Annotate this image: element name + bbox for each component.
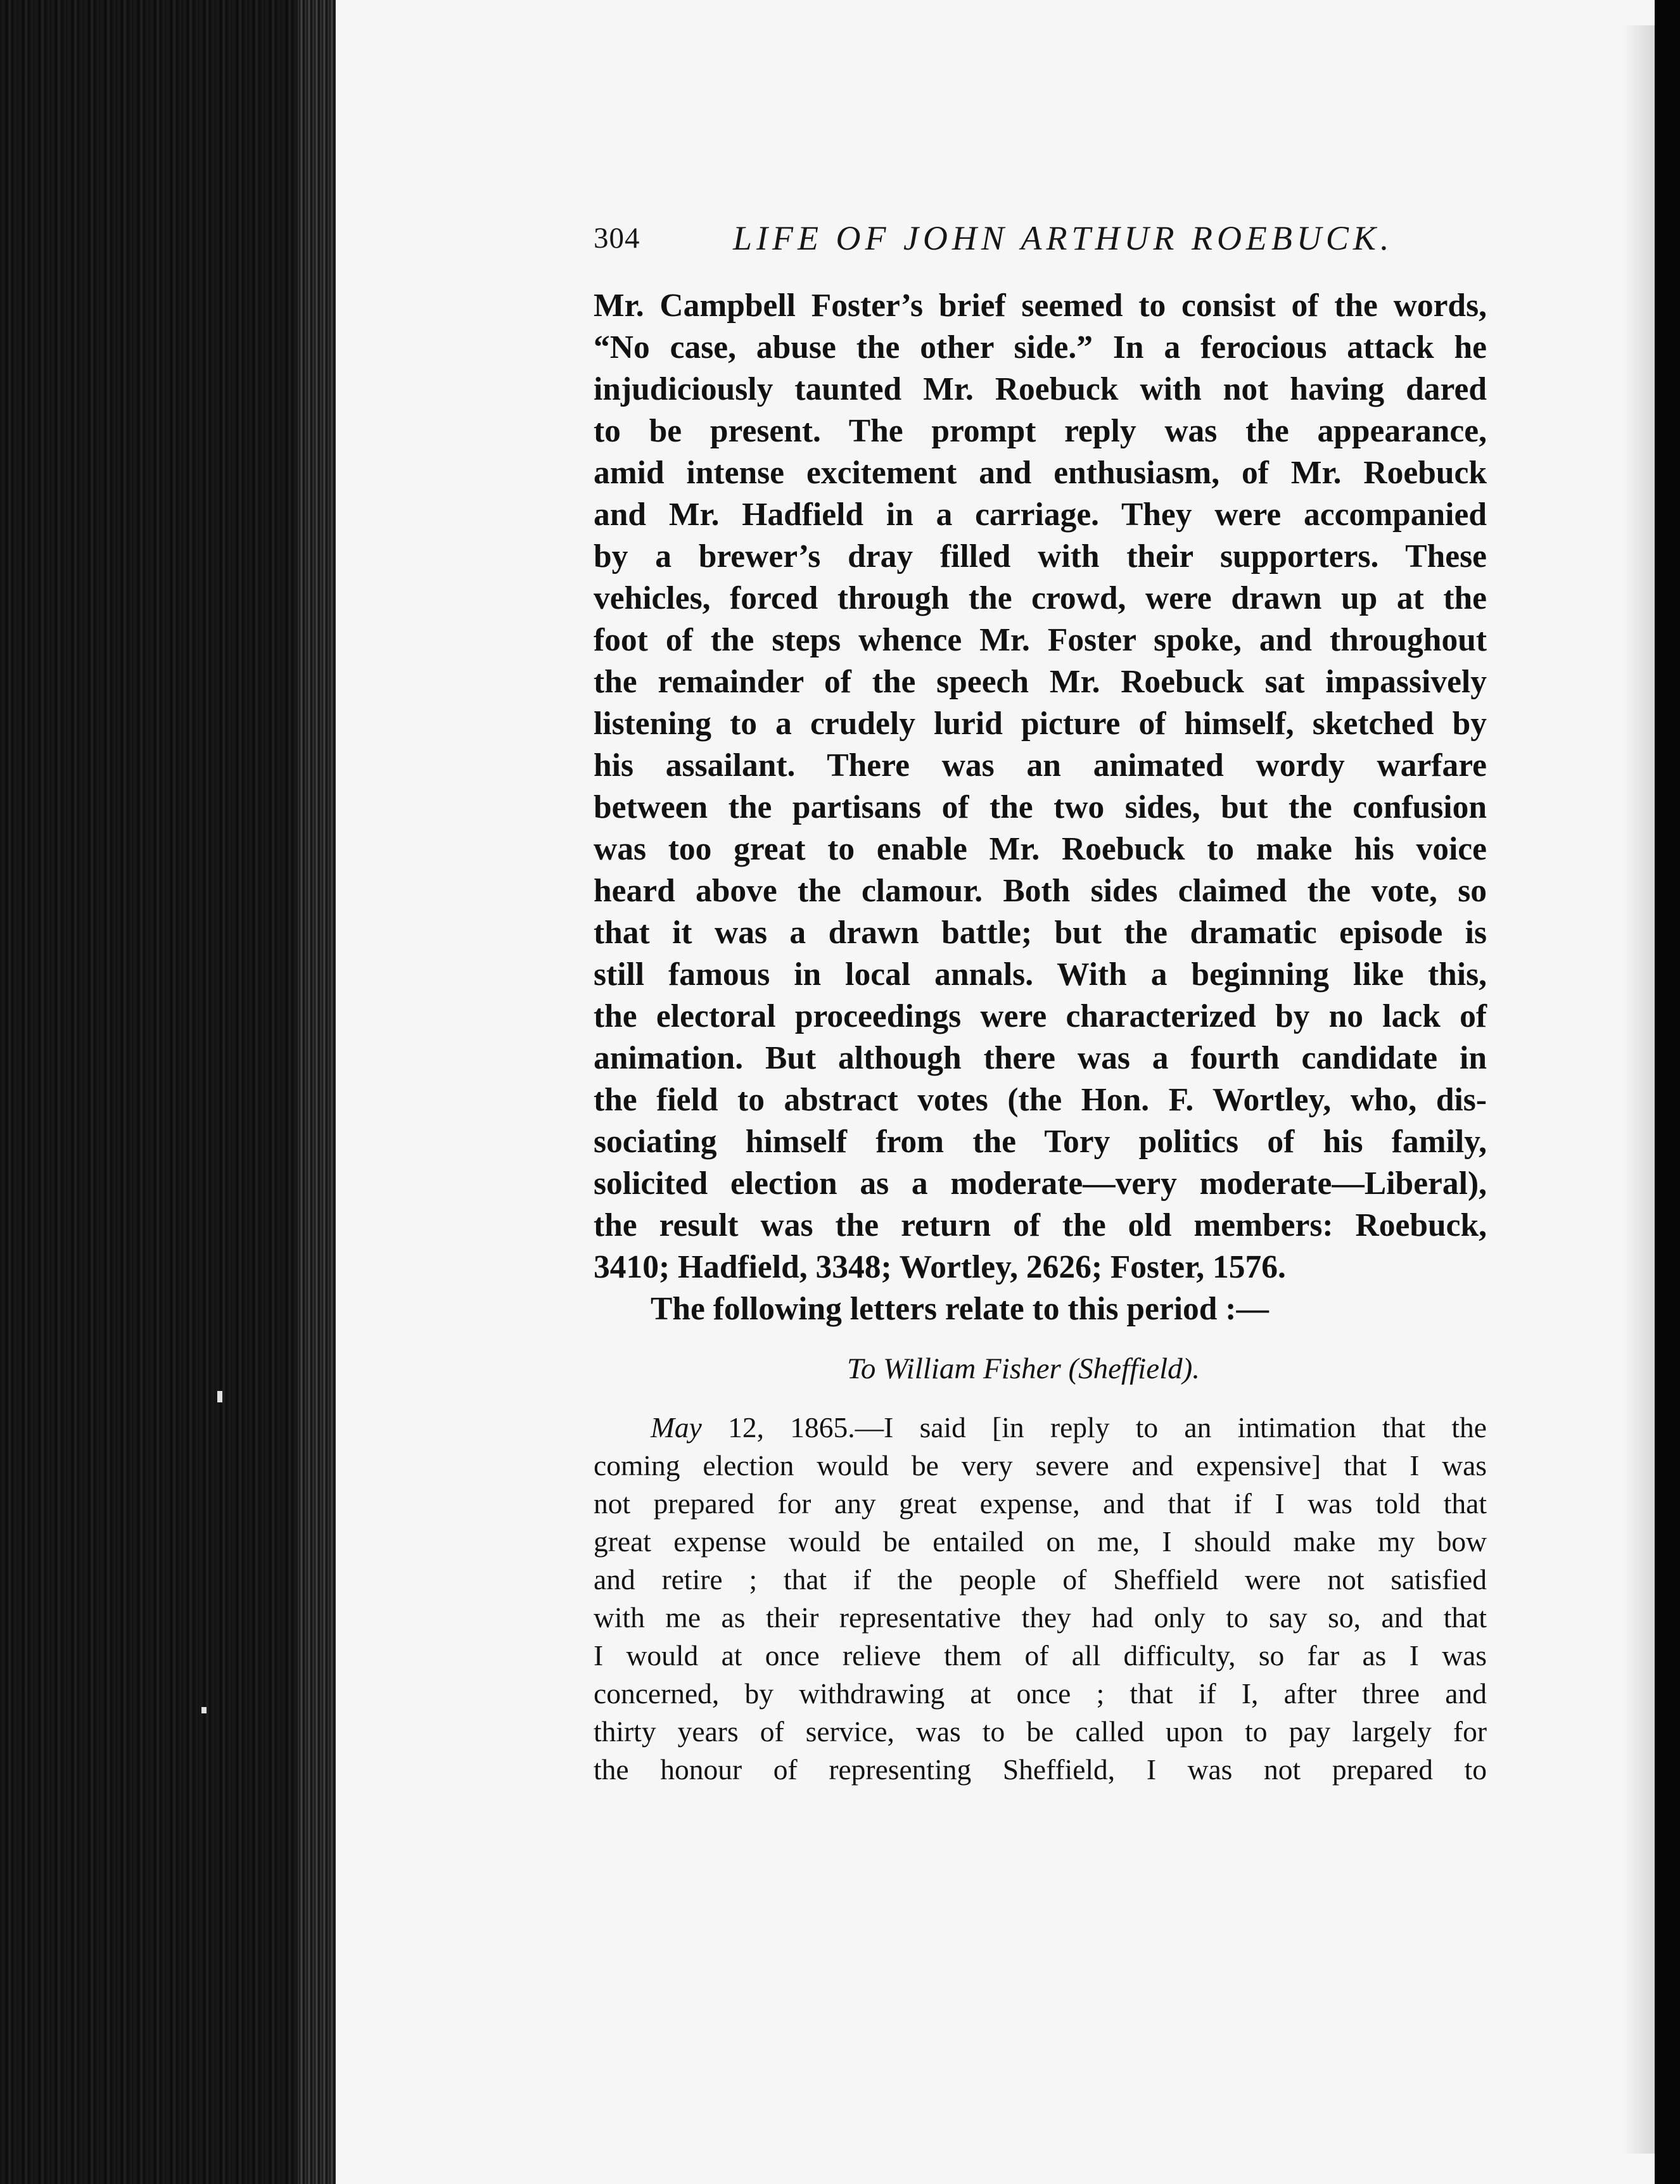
body-line: Mr. Campbell Foster’s brief seemed to consist of the words,	[594, 288, 1487, 324]
letter-line: coming election would be very severe and expensive] that I was	[594, 1449, 1487, 1482]
letter-first-line-rest: 12, 1865.—I said [in reply to an intimation that the	[701, 1411, 1487, 1444]
letter-date-month: May	[651, 1411, 702, 1444]
letter-line: I would at once relieve them of all difficulty, so far as I was	[594, 1639, 1487, 1672]
letter-salutation: To William Fisher (Sheffield).	[847, 1352, 1200, 1385]
body-line: between the partisans of the two sides, but the confusion	[594, 789, 1487, 825]
running-head	[594, 219, 1487, 263]
body-line: and Mr. Hadfield in a carriage. They were accompanied	[594, 497, 1487, 533]
body-line: sociating himself from the Tory politics of his family,	[594, 1124, 1487, 1160]
letter-line: with me as their representative they had only to say so, and that	[594, 1601, 1487, 1634]
body-line: the remainder of the speech Mr. Roebuck sat impassively	[594, 664, 1487, 700]
letter-first-line	[651, 1409, 1487, 1447]
right-border	[1655, 0, 1680, 2184]
body-line: foot of the steps whence Mr. Foster spoke, and throughout	[594, 622, 1487, 658]
body-line: heard above the clamour. Both sides claimed the vote, so	[594, 873, 1487, 909]
page-gutter-shadow	[1622, 25, 1655, 2154]
body-line: to be present. The prompt reply was the appearance,	[594, 413, 1487, 449]
page-edges	[298, 0, 336, 2184]
running-title: LIFE OF JOHN ARTHUR ROEBUCK.	[733, 219, 1394, 257]
margin-speck	[201, 1707, 207, 1713]
margin-speck	[217, 1391, 222, 1402]
body-line: vehicles, forced through the crowd, were drawn up at the	[594, 580, 1487, 616]
intro-line: The following letters relate to this period :—	[651, 1291, 1269, 1327]
letter-line: and retire ; that if the people of Sheffield were not satisfied	[594, 1563, 1487, 1596]
body-line: listening to a crudely lurid picture of himself, sketched by	[594, 706, 1487, 742]
body-line: that it was a drawn battle; but the dramatic episode is	[594, 915, 1487, 951]
letter-line: not prepared for any great expense, and that if I was told that	[594, 1487, 1487, 1520]
body-line: still famous in local annals. With a beginning like this,	[594, 956, 1487, 993]
body-line: the field to abstract votes (the Hon. F. Wortley, who, dis-	[594, 1082, 1487, 1118]
letter-line: great expense would be entailed on me, I should make my bow	[594, 1525, 1487, 1558]
body-line: the result was the return of the old members: Roebuck,	[594, 1207, 1487, 1243]
body-line: 3410; Hadfield, 3348; Wortley, 2626; Foster, 1576.	[594, 1249, 1286, 1285]
letter-line: thirty years of service, was to be called upon to pay largely for	[594, 1715, 1487, 1748]
book-spine	[0, 0, 342, 2184]
letter-line: concerned, by withdrawing at once ; that if I, after three and	[594, 1677, 1487, 1710]
body-line: solicited election as a moderate—very moderate—Liberal),	[594, 1165, 1487, 1202]
body-line: “No case, abuse the other side.” In a ferocious attack he	[594, 329, 1487, 365]
body-line: the electoral proceedings were characterized by no lack of	[594, 998, 1487, 1034]
body-line: animation. But although there was a fourth candidate in	[594, 1040, 1487, 1076]
body-line: by a brewer’s dray filled with their supporters. These	[594, 538, 1487, 575]
letter-line: the honour of representing Sheffield, I was not prepared to	[594, 1753, 1487, 1786]
body-line: was too great to enable Mr. Roebuck to make his voice	[594, 831, 1487, 867]
body-line: his assailant. There was an animated wordy warfare	[594, 747, 1487, 784]
body-line: amid intense excitement and enthusiasm, of Mr. Roebuck	[594, 455, 1487, 491]
page-number: 304	[594, 222, 640, 255]
body-line: injudiciously taunted Mr. Roebuck with not having dared	[594, 371, 1487, 407]
